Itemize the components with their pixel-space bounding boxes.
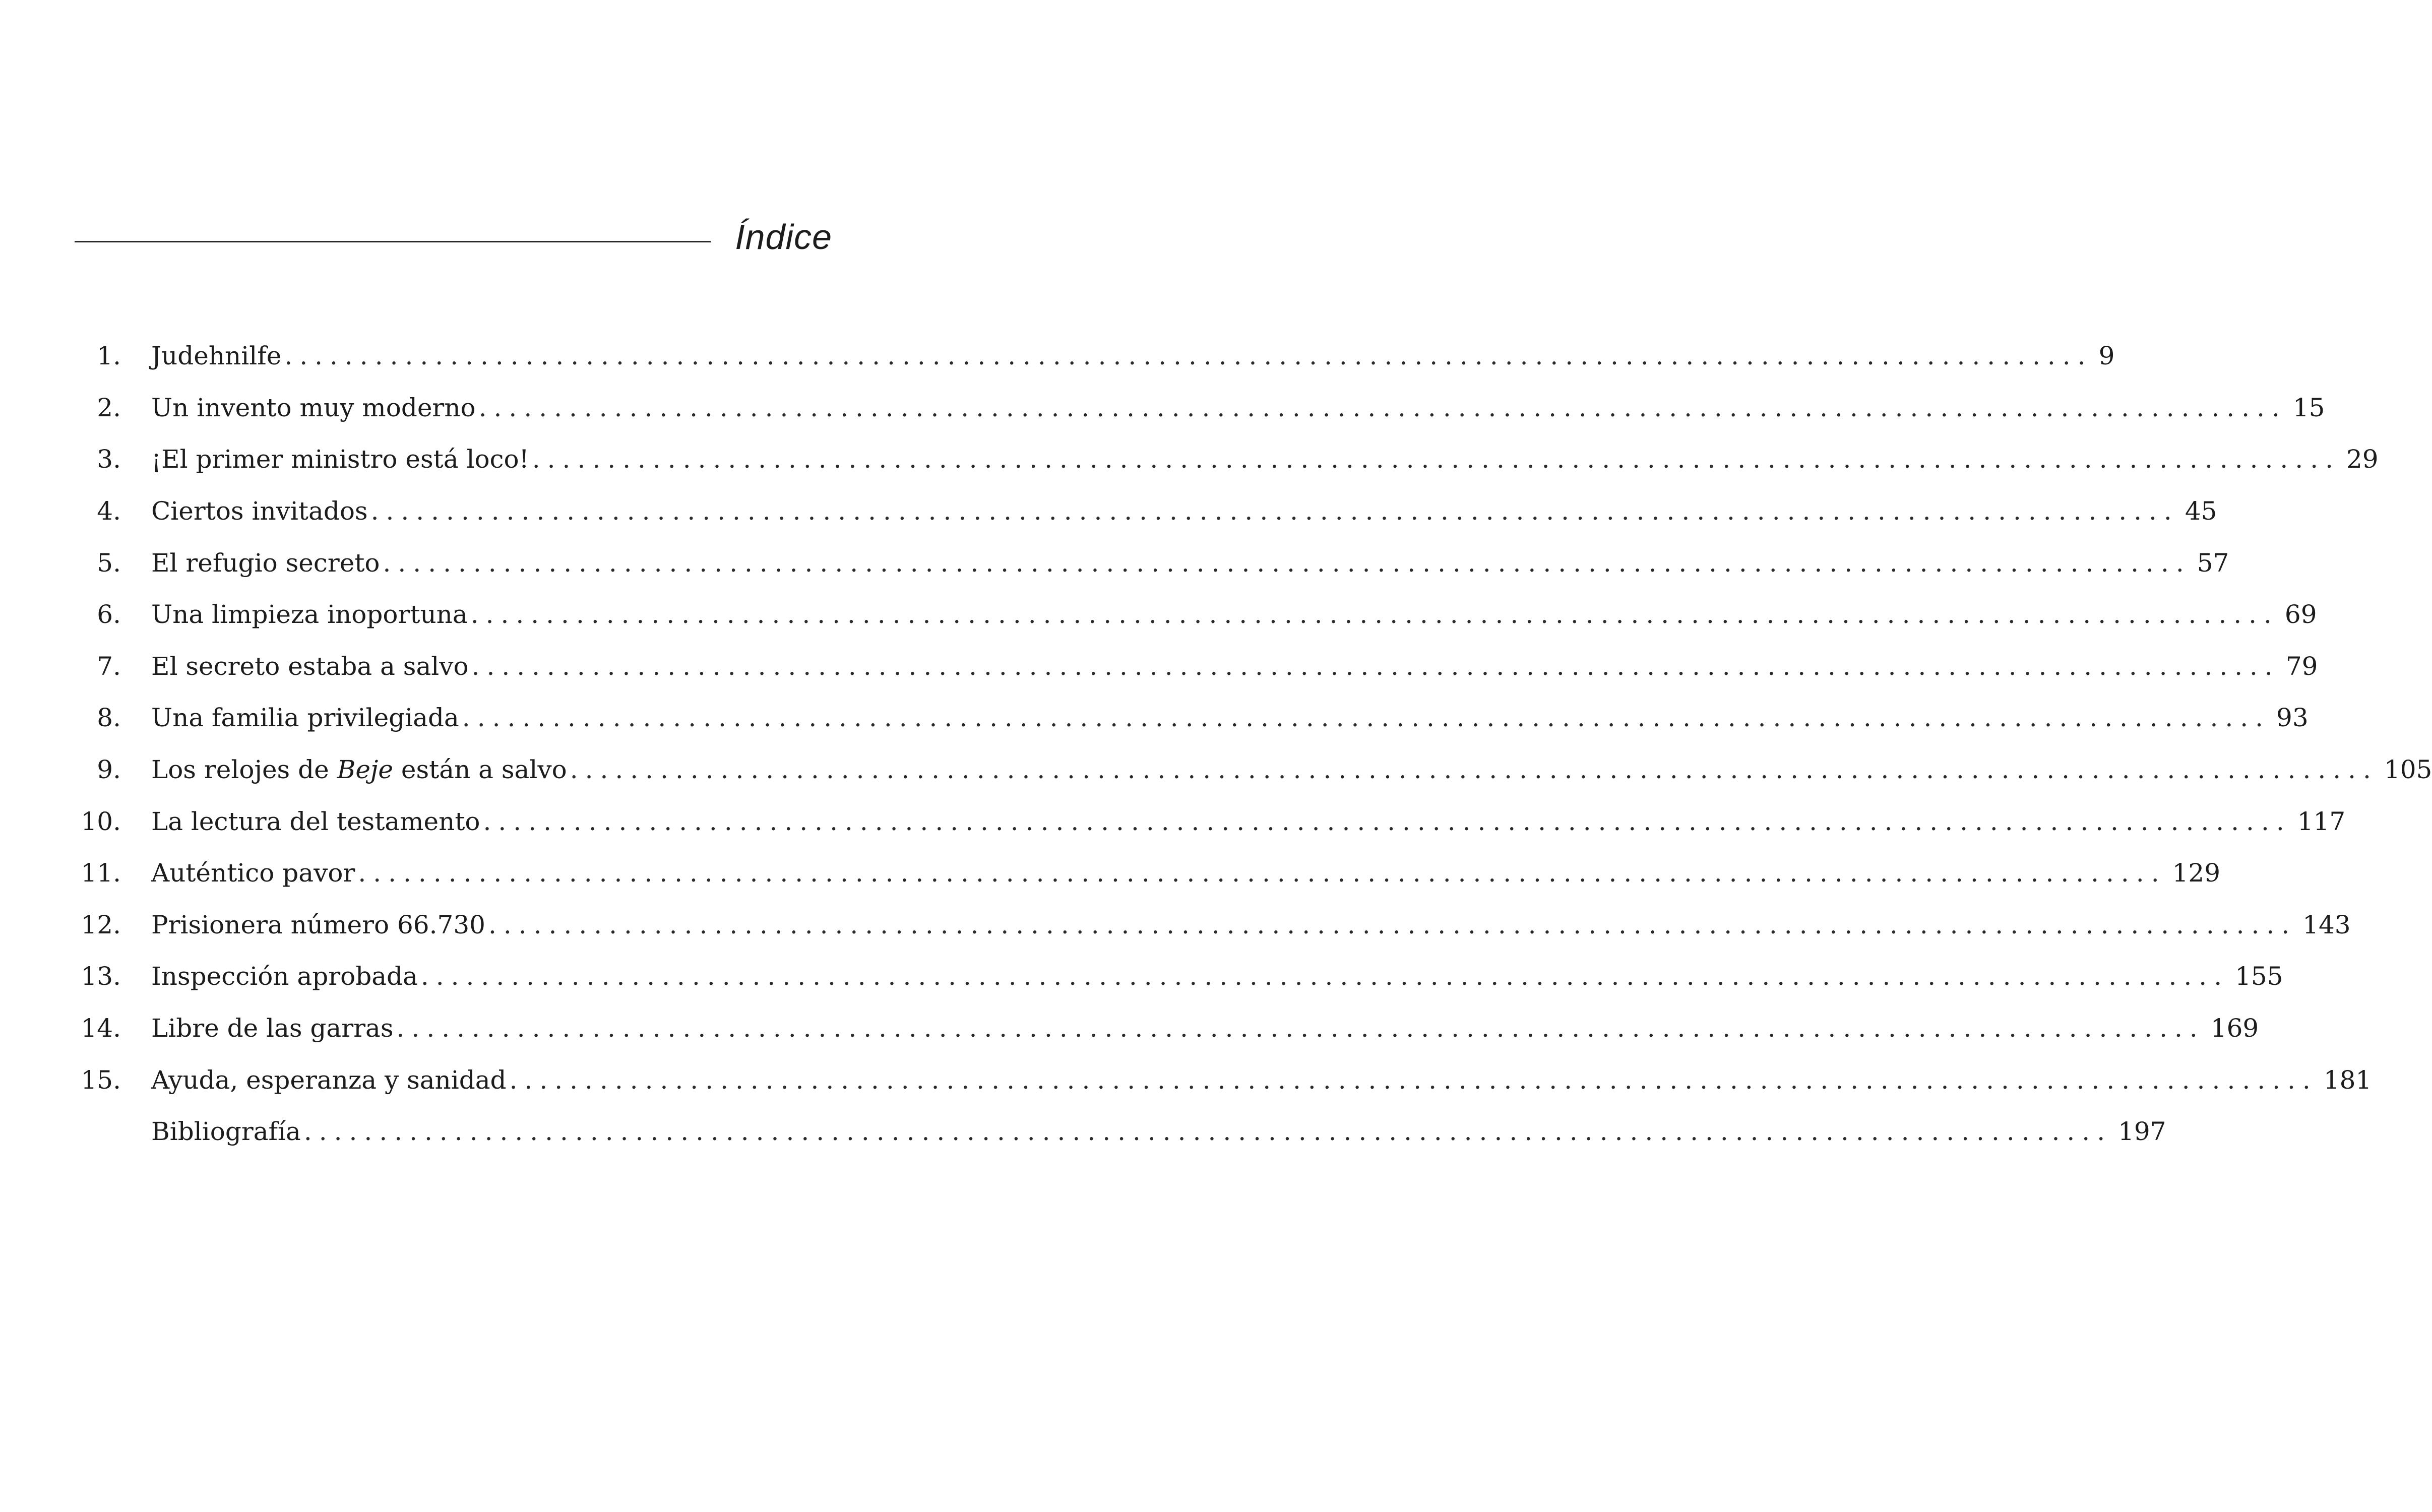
toc-entry-page: 105	[2384, 755, 2432, 785]
toc-entry-title: Bibliografía	[151, 1117, 301, 1147]
toc-leader-dots: ........................................................................................................................	[420, 962, 2229, 991]
toc-entry-number: 7.	[97, 651, 121, 681]
toc-entry-14	[75, 1002, 2259, 1054]
toc-leader-dots: ........................................................................................................................	[462, 703, 2271, 733]
toc-entry-2	[75, 382, 2325, 434]
toc-entry-page: 181	[2323, 1065, 2372, 1095]
toc-entry-page: 79	[2285, 651, 2318, 681]
toc-entry-title: Una familia privilegiada	[151, 703, 459, 733]
toc-entry-number: 13.	[81, 962, 121, 991]
toc-entry-number: 10.	[81, 806, 121, 836]
toc-leader-dots: ........................................................................................................................	[488, 910, 2297, 939]
toc-leader-dots: ........................................................................................................................	[509, 1065, 2318, 1095]
toc-title-part: Los relojes de	[151, 755, 337, 785]
toc-title-italic-part: Beje	[337, 755, 394, 785]
toc-leader-dots: ........................................................................................................................	[471, 651, 2280, 681]
toc-entry-13	[75, 951, 2283, 1002]
toc-entry-3	[75, 433, 2379, 485]
toc-leader-dots: ........................................................................................................................	[470, 600, 2279, 629]
page-header	[75, 212, 832, 272]
header-rule	[75, 241, 711, 242]
toc-entry-title: La lectura del testamento	[151, 806, 480, 836]
toc-entry-title: Una limpieza inoportuna	[151, 600, 468, 629]
toc-leader-dots: ........................................................................................................................	[303, 1117, 2112, 1147]
toc-entry-title: Ayuda, esperanza y sanidad	[151, 1065, 507, 1095]
toc-entry-page: 197	[2118, 1117, 2166, 1147]
toc-entry-4	[75, 485, 2217, 537]
toc-entry-page: 57	[2197, 548, 2229, 578]
toc-entry-title: El secreto estaba a salvo	[151, 651, 469, 681]
table-of-contents	[75, 330, 2432, 1158]
toc-entry-title	[151, 755, 567, 784]
toc-entry-8	[75, 692, 2309, 744]
toc-leader-dots: ........................................................................................................................	[383, 548, 2191, 578]
toc-entry-1	[75, 330, 2115, 382]
toc-leader-dots: ........................................................................................................................	[358, 858, 2166, 888]
toc-entry-number: 6.	[97, 600, 121, 629]
toc-entry-5	[75, 537, 2229, 589]
toc-entry-9	[75, 744, 2432, 796]
toc-entry-number: 11.	[81, 858, 121, 888]
toc-entry-6	[75, 589, 2317, 641]
toc-entry-15	[75, 1054, 2372, 1106]
toc-entry-page: 9	[2098, 341, 2115, 371]
toc-entry-title: El refugio secreto	[151, 548, 380, 578]
toc-entry-12	[75, 899, 2351, 951]
toc-entry-page: 29	[2346, 445, 2379, 474]
toc-entry-number: 8.	[97, 703, 121, 733]
toc-entry-number: 1.	[97, 341, 121, 371]
toc-entry-title: ¡El primer ministro está loco!	[151, 445, 529, 474]
toc-leader-dots: ........................................................................................................................	[284, 341, 2093, 371]
toc-entry-title: Judehnilfe	[151, 341, 282, 371]
toc-entry-page: 93	[2276, 703, 2309, 733]
toc-entry-title: Un invento muy moderno	[151, 393, 476, 422]
toc-leader-dots: ........................................................................................................................	[570, 755, 2378, 785]
toc-entry-page: 69	[2284, 600, 2317, 629]
toc-entry-11	[75, 847, 2221, 899]
toc-leader-dots: ........................................................................................................................	[483, 806, 2291, 836]
toc-leader-dots: ........................................................................................................................	[370, 496, 2179, 526]
toc-entry-page: 143	[2302, 910, 2351, 939]
toc-entry-page: 169	[2210, 1014, 2259, 1043]
toc-entry-title: Libre de las garras	[151, 1014, 394, 1043]
toc-entry-number: 2.	[97, 393, 121, 422]
toc-leader-dots: ........................................................................................................................	[532, 445, 2340, 474]
toc-entry-7	[75, 641, 2318, 692]
toc-entry-bibliography	[75, 1106, 2166, 1158]
toc-entry-title: Inspección aprobada	[151, 962, 418, 991]
toc-title-part: están a salvo	[393, 755, 567, 785]
toc-entry-number: 4.	[97, 496, 121, 526]
toc-entry-number: 9.	[97, 755, 121, 785]
toc-entry-title: Ciertos invitados	[151, 496, 368, 526]
toc-entry-page: 129	[2172, 858, 2221, 888]
toc-entry-10	[75, 795, 2346, 847]
toc-entry-number: 15.	[81, 1065, 121, 1095]
toc-entry-number: 3.	[97, 445, 121, 474]
toc-entry-page: 45	[2185, 496, 2217, 526]
toc-entry-page: 155	[2235, 962, 2283, 991]
toc-entry-page: 117	[2297, 806, 2346, 836]
toc-entry-title: Prisionera número 66.730	[151, 910, 485, 939]
page-title: Índice	[735, 217, 832, 257]
toc-entry-title: Auténtico pavor	[151, 858, 355, 888]
toc-leader-dots: ........................................................................................................................	[478, 393, 2287, 422]
toc-entry-number: 14.	[81, 1014, 121, 1043]
toc-leader-dots: ........................................................................................................................	[396, 1014, 2205, 1043]
toc-entry-number: 5.	[97, 548, 121, 578]
toc-entry-page: 15	[2292, 393, 2325, 422]
toc-entry-number: 12.	[81, 910, 121, 939]
